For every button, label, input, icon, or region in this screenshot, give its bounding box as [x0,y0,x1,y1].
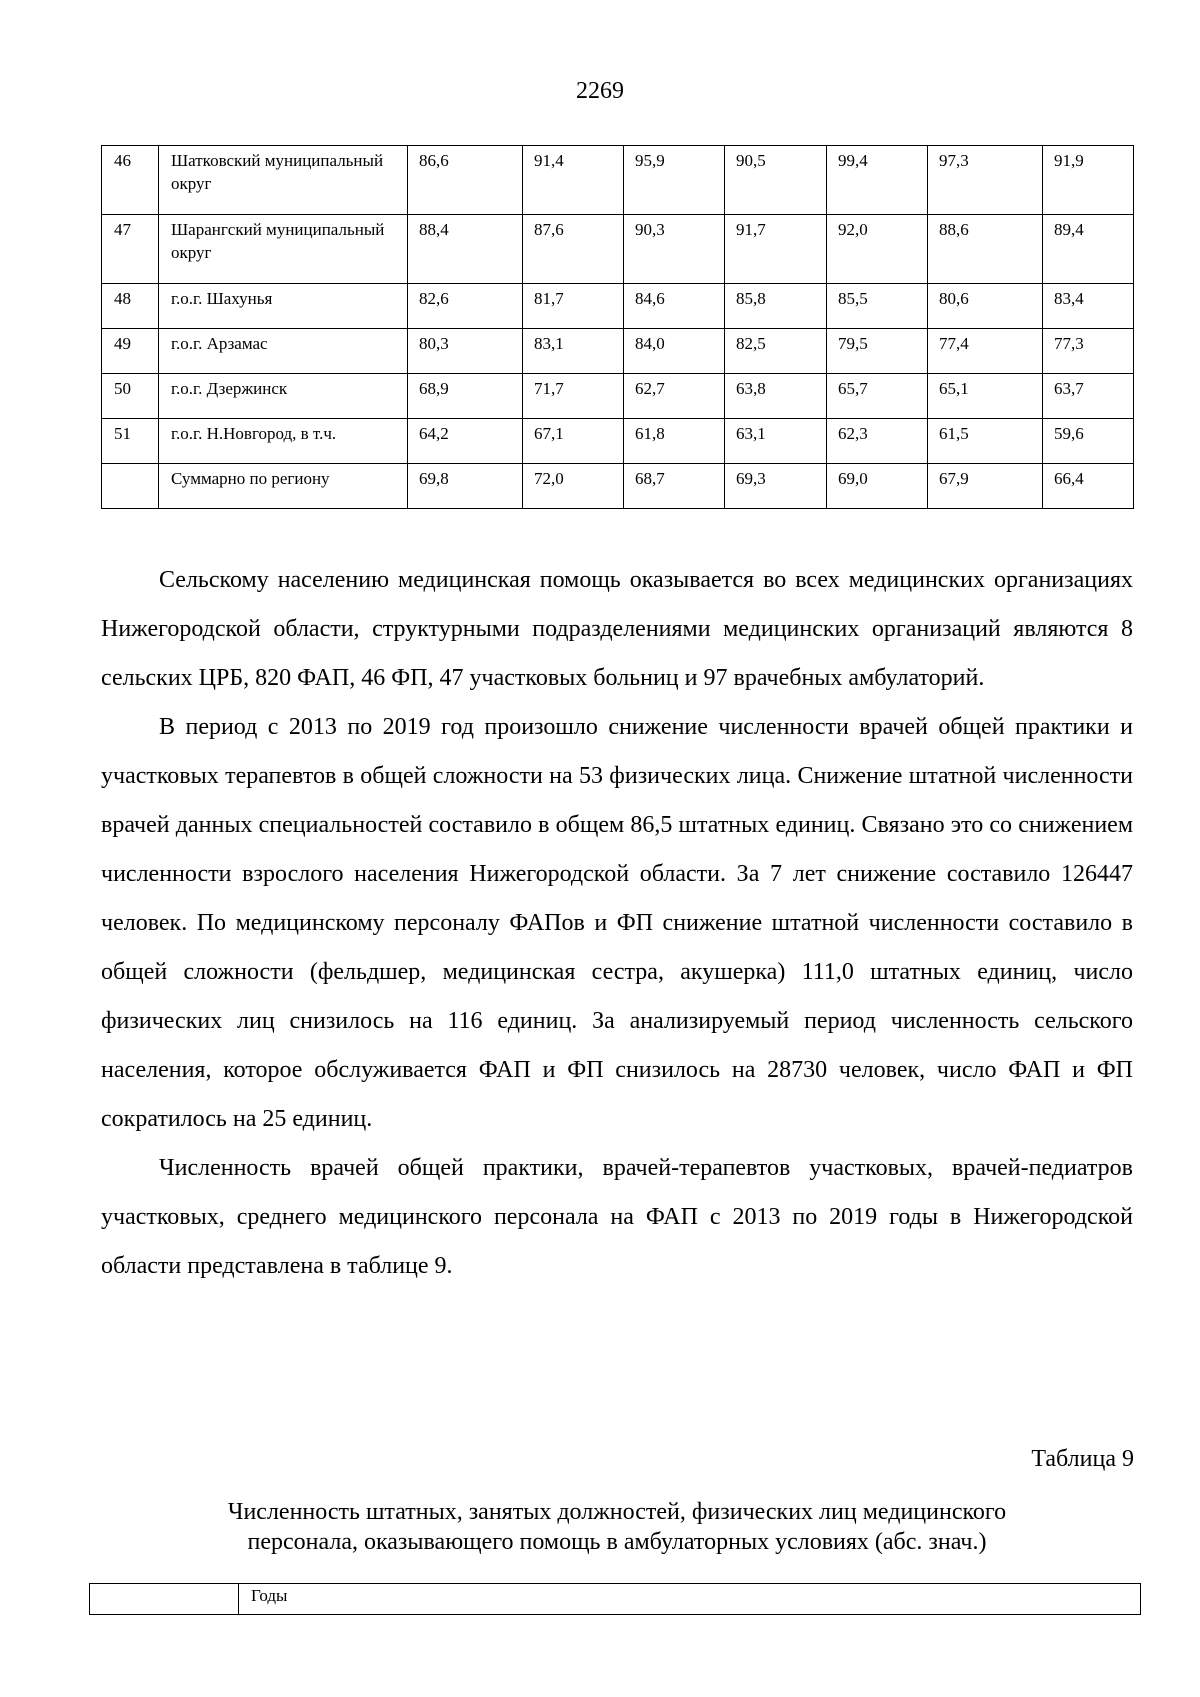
value-cell: 85,5 [827,284,928,329]
value-cell: 92,0 [827,215,928,284]
page-number: 2269 [576,78,624,104]
value-cell: 65,7 [827,374,928,419]
value-cell: 86,6 [408,146,523,215]
table-row [102,374,1134,419]
value-cell: 91,4 [523,146,624,215]
table-9-header-years-cell: Годы [239,1584,1141,1615]
row-number-cell: 50 [102,374,159,419]
body-text [101,556,1133,1291]
value-cell: 85,8 [725,284,827,329]
value-cell: 67,9 [928,464,1043,509]
value-cell: 63,8 [725,374,827,419]
row-name-cell: Суммарно по региону [159,464,408,509]
table-body [102,146,1134,509]
value-cell: 82,5 [725,329,827,374]
value-cell: 63,7 [1043,374,1134,419]
value-cell: 69,8 [408,464,523,509]
table-title-line-2: персонала, оказывающего помощь в амбулаторных условиях (абс. знач.) [247,1529,987,1555]
value-cell: 66,4 [1043,464,1134,509]
row-number-cell: 51 [102,419,159,464]
value-cell: 65,1 [928,374,1043,419]
table-9-header-row [90,1584,1141,1615]
value-cell: 69,0 [827,464,928,509]
value-cell: 62,3 [827,419,928,464]
value-cell: 67,1 [523,419,624,464]
region-values-table [101,145,1134,509]
table-row [102,419,1134,464]
value-cell: 80,3 [408,329,523,374]
value-cell: 59,6 [1043,419,1134,464]
table-row [102,464,1134,509]
value-cell: 68,9 [408,374,523,419]
value-cell: 71,7 [523,374,624,419]
row-number-cell: 49 [102,329,159,374]
row-name-cell: г.о.г. Дзержинск [159,374,408,419]
value-cell: 61,8 [624,419,725,464]
paragraph-2: В период с 2013 по 2019 год произошло снижение численности врачей общей практики и участковых терапевтов в общей сложности на 53 физических лица. Снижение штатной численности врачей данных специальностей составило в общем 86,5 штатных единиц. Связано это со снижением численности взрослого населения Нижегородской области. За 7 лет снижение составило 126447 человек. По медицинскому персоналу ФАПов и ФП снижение штатной численности составило в общей сложности (фельдшер, медицинская сестра, акушерка) 111,0 штатных единиц, число физических лиц снизилось на 116 единиц. За анализируемый период численность сельского населения, которое обслуживается ФАП и ФП снизилось на 28730 человек, число ФАП и ФП сократилось на 25 единиц. [101,714,1133,1132]
value-cell: 64,2 [408,419,523,464]
value-cell: 77,4 [928,329,1043,374]
value-cell: 89,4 [1043,215,1134,284]
value-cell: 99,4 [827,146,928,215]
row-name-cell: Шарангский муниципальный округ [159,215,408,284]
value-cell: 90,3 [624,215,725,284]
row-number-cell [102,464,159,509]
table-9-header-empty-cell [90,1584,239,1615]
value-cell: 97,3 [928,146,1043,215]
value-cell: 90,5 [725,146,827,215]
value-cell: 91,9 [1043,146,1134,215]
row-name-cell: г.о.г. Шахунья [159,284,408,329]
row-number-cell: 47 [102,215,159,284]
value-cell: 62,7 [624,374,725,419]
value-cell: 79,5 [827,329,928,374]
row-name-cell: г.о.г. Н.Новгород, в т.ч. [159,419,408,464]
value-cell: 72,0 [523,464,624,509]
table-9-header [89,1583,1141,1615]
row-name-cell: Шатковский муниципальный округ [159,146,408,215]
paragraph-3: Численность врачей общей практики, врачей-терапевтов участковых, врачей-педиатров участковых, среднего медицинского персонала на ФАП с 2013 по 2019 годы в Нижегородской области представлена в таблице 9. [101,1155,1133,1279]
table-row [102,215,1134,284]
value-cell: 88,6 [928,215,1043,284]
paragraph-1: Сельскому населению медицинская помощь оказывается во всех медицинских организациях Нижегородской области, структурными подразделениями медицинских организаций являются 8 сельских ЦРБ, 820 ФАП, 46 ФП, 47 участковых больниц и 97 врачебных амбулаторий. [101,567,1133,691]
value-cell: 68,7 [624,464,725,509]
value-cell: 91,7 [725,215,827,284]
value-cell: 82,6 [408,284,523,329]
value-cell: 83,1 [523,329,624,374]
value-cell: 63,1 [725,419,827,464]
table-title [101,1497,1133,1557]
table-label: Таблица 9 [1031,1446,1134,1472]
value-cell: 83,4 [1043,284,1134,329]
row-name-cell: г.о.г. Арзамас [159,329,408,374]
value-cell: 80,6 [928,284,1043,329]
table-row [102,146,1134,215]
value-cell: 81,7 [523,284,624,329]
table-row [102,329,1134,374]
value-cell: 87,6 [523,215,624,284]
row-number-cell: 48 [102,284,159,329]
table-title-line-1: Численность штатных, занятых должностей, физических лиц медицинского [227,1499,1007,1525]
value-cell: 77,3 [1043,329,1134,374]
value-cell: 69,3 [725,464,827,509]
value-cell: 84,6 [624,284,725,329]
value-cell: 95,9 [624,146,725,215]
value-cell: 61,5 [928,419,1043,464]
row-number-cell: 46 [102,146,159,215]
value-cell: 88,4 [408,215,523,284]
table-row [102,284,1134,329]
value-cell: 84,0 [624,329,725,374]
